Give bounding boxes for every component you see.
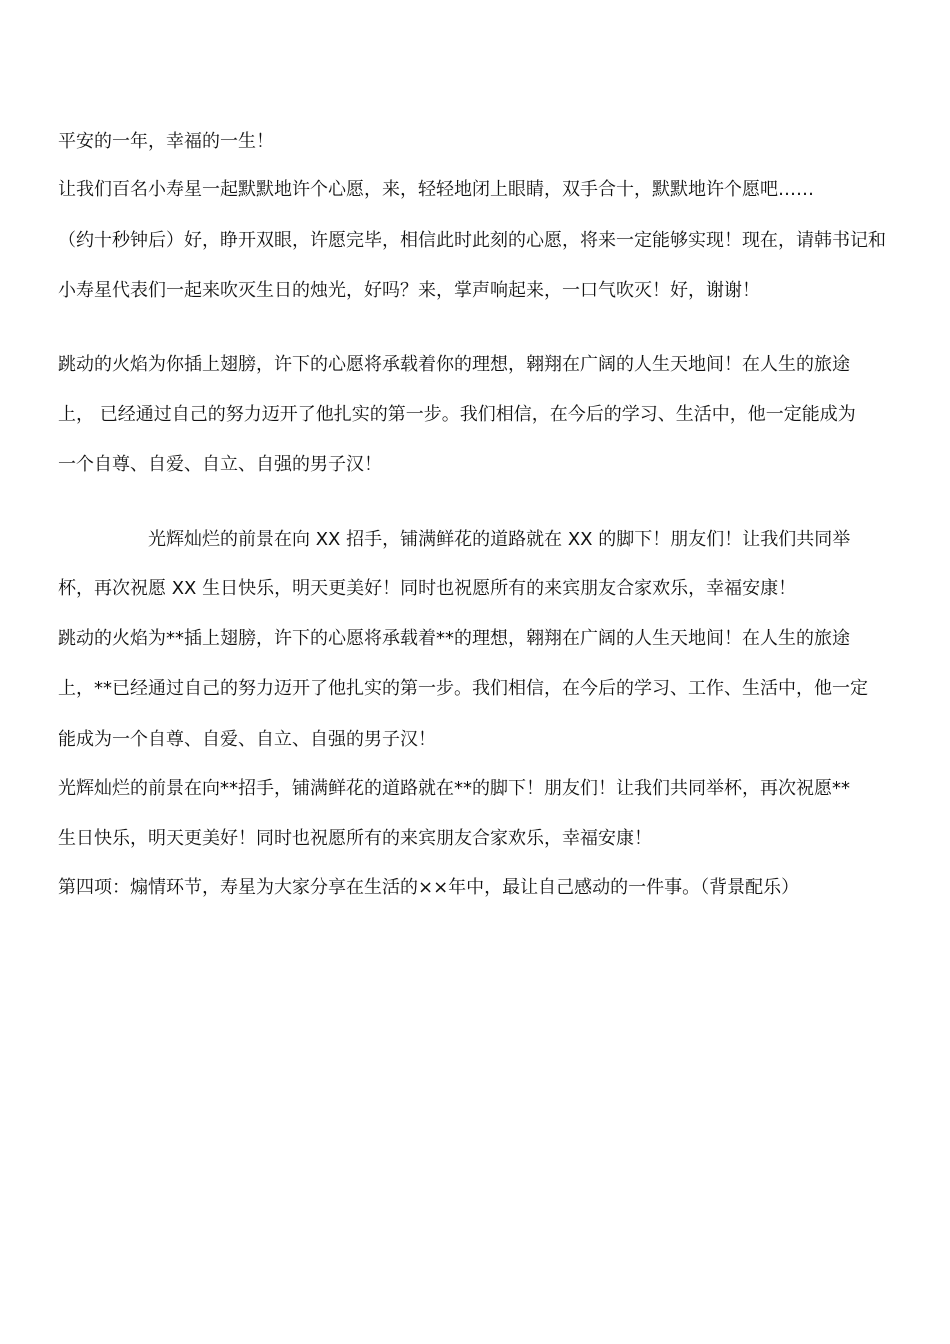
text-line-14: 生日快乐，明天更美好！同时也祝愿所有的来宾朋友合家欢乐，幸福安康！ <box>58 828 652 849</box>
text-line-1: 平安的一年，幸福的一生！ <box>58 131 274 152</box>
text-line-4: 小寿星代表们一起来吹灭生日的烛光，好吗？来，掌声响起来，一口气吹灭！好，谢谢！ <box>58 280 760 301</box>
text-line-13: 光辉灿烂的前景在向**招手，铺满鲜花的道路就在**的脚下！朋友们！让我们共同举杯，再次祝愿** <box>58 778 850 799</box>
text-line-6: 上， 已经通过自己的努力迈开了他扎实的第一步。我们相信，在今后的学习、生活中，他一定能成为 <box>58 404 856 425</box>
text-line-7: 一个自尊、自爱、自立、自强的男子汉！ <box>58 454 382 475</box>
text-line-9: 杯，再次祝愿 XX 生日快乐，明天更美好！同时也祝愿所有的来宾朋友合家欢乐，幸福安康！ <box>58 578 797 599</box>
text-line-11: 上，**已经通过自己的努力迈开了他扎实的第一步。我们相信，在今后的学习、工作、生活中，他一定 <box>58 678 868 699</box>
text-line-2: 让我们百名小寿星一起默默地许个心愿，来，轻轻地闭上眼睛，双手合十，默默地许个愿吧…… <box>58 179 814 200</box>
text-line-10: 跳动的火焰为**插上翅膀，许下的心愿将承载着**的理想，翱翔在广阔的人生天地间！在人生的旅途 <box>58 628 850 649</box>
text-line-12: 能成为一个自尊、自爱、自立、自强的男子汉！ <box>58 729 436 750</box>
text-line-15: 第四项：煽情环节，寿星为大家分享在生活的××年中，最让自己感动的一件事。（背景配乐） <box>58 877 800 898</box>
text-line-8: 光辉灿烂的前景在向 XX 招手，铺满鲜花的道路就在 XX 的脚下！朋友们！让我们共同举 <box>148 529 851 550</box>
text-line-5: 跳动的火焰为你插上翅膀，许下的心愿将承载着你的理想，翱翔在广阔的人生天地间！在人生的旅途 <box>58 354 850 375</box>
text-line-3: （约十秒钟后）好，睁开双眼，许愿完毕，相信此时此刻的心愿，将来一定能够实现！现在，请韩书记和 <box>58 230 886 251</box>
